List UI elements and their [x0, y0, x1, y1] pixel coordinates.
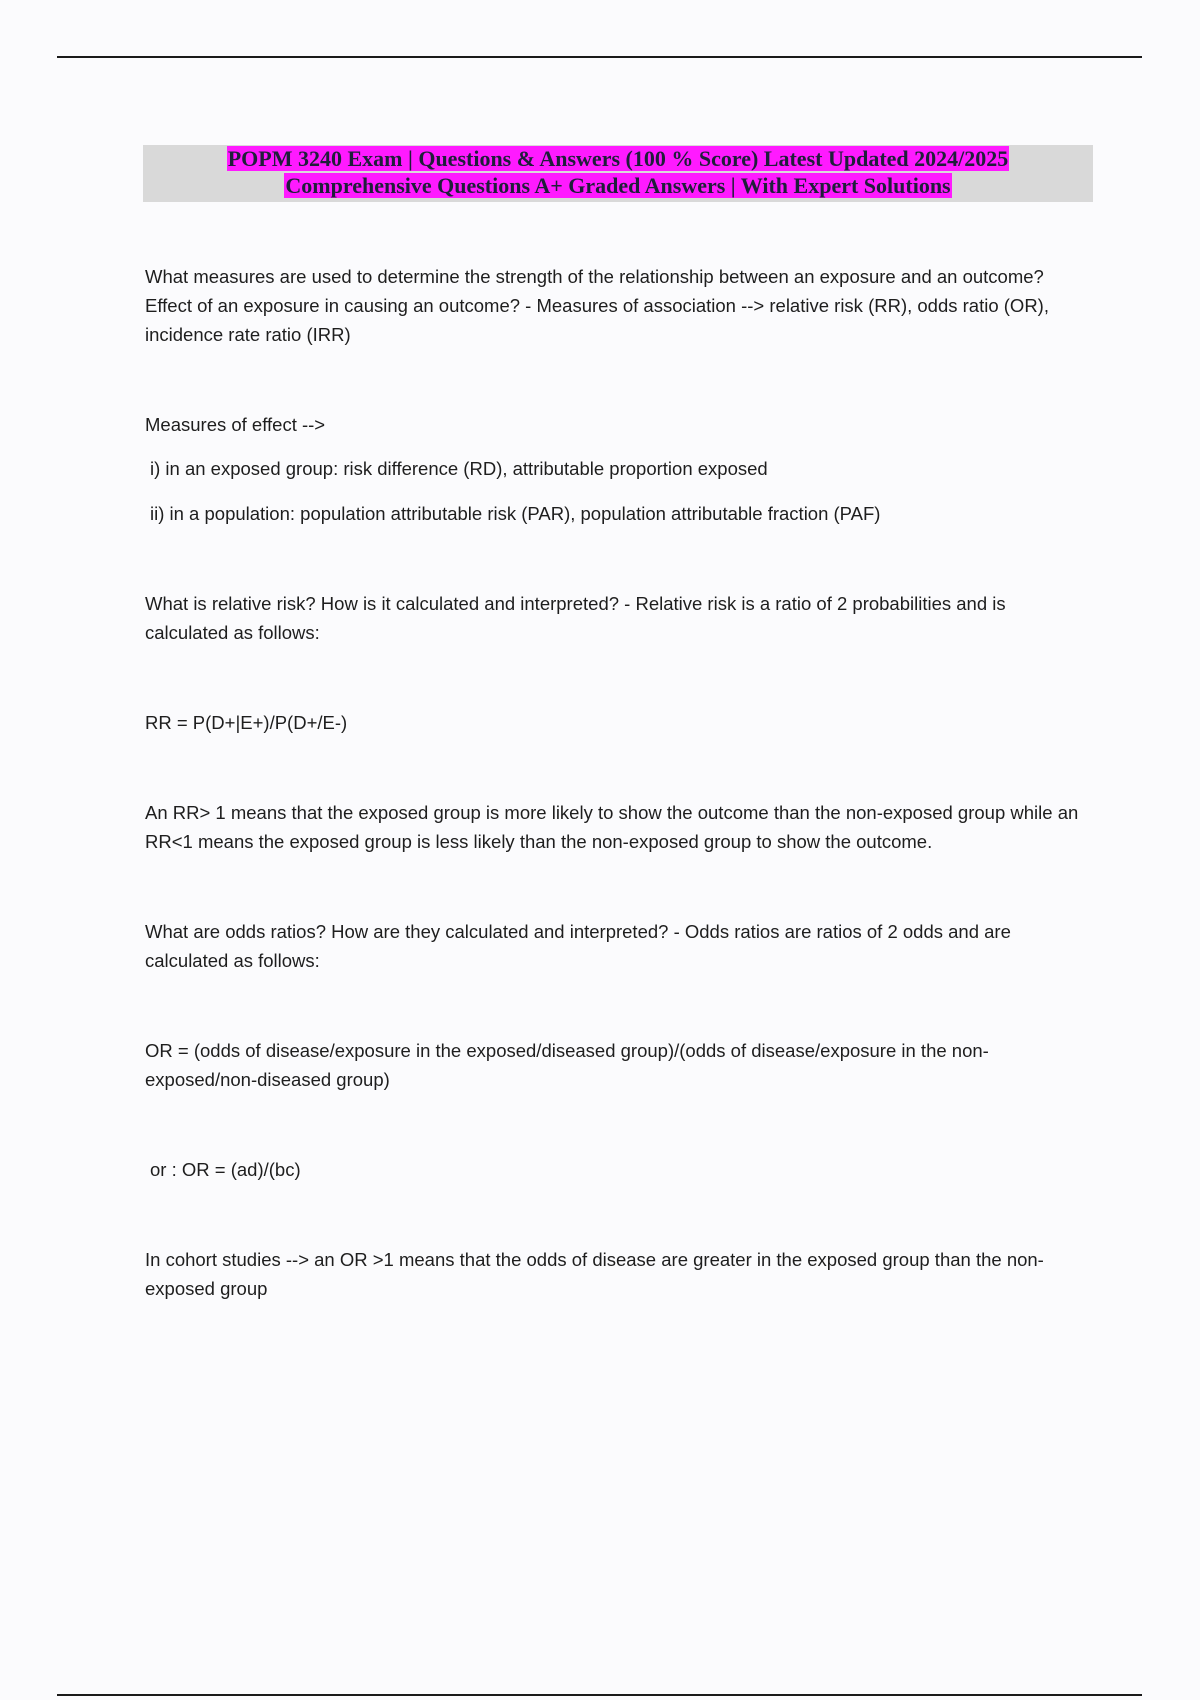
- title-line-1: POPM 3240 Exam | Questions & Answers (100 % Score) Latest Updated 2024/2025: [227, 146, 1009, 171]
- document-body: [145, 262, 1085, 1303]
- rr-interpretation: An RR> 1 means that the exposed group is more likely to show the outcome than the non-exposed group while an RR<1 means the exposed group is less likely than the non-exposed group to show the outcome.: [145, 802, 1079, 852]
- cohort-note: In cohort studies --> an OR >1 means that the odds of disease are greater in the exposed group than the non-exposed group: [145, 1249, 1044, 1299]
- question-measures: What measures are used to determine the strength of the relationship between an exposure and an outcome? Effect of an exposure in causing an outcome? - Measures of association --> relative risk (RR), odds ratio (OR), incidence rate ratio (IRR): [145, 266, 1049, 345]
- rr-formula: RR = P(D+|E+)/P(D+/E-): [145, 712, 348, 733]
- question-odds-ratio: What are odds ratios? How are they calculated and interpreted? - Odds ratios are ratios of 2 odds and are calculated as follows:: [145, 921, 1011, 971]
- question-relative-risk: What is relative risk? How is it calculated and interpreted? - Relative risk is a ratio of 2 probabilities and is calculated as follows:: [145, 593, 1006, 643]
- effect-list-item: ii) in a population: population attributable risk (PAR), population attributable fraction (PAF): [150, 503, 881, 524]
- effect-list-item: i) in an exposed group: risk difference (RD), attributable proportion exposed: [150, 458, 768, 479]
- measures-of-effect-heading: Measures of effect -->: [145, 414, 326, 435]
- top-rule: [57, 56, 1142, 58]
- title-line-2: Comprehensive Questions A+ Graded Answers | With Expert Solutions: [285, 173, 951, 198]
- or-formula: OR = (odds of disease/exposure in the exposed/diseased group)/(odds of disease/exposure in the non-exposed/non-diseased group): [145, 1040, 989, 1090]
- document-title: [143, 145, 1093, 202]
- or-alt-formula: or : OR = (ad)/(bc): [150, 1159, 301, 1180]
- bottom-rule: [57, 1694, 1142, 1696]
